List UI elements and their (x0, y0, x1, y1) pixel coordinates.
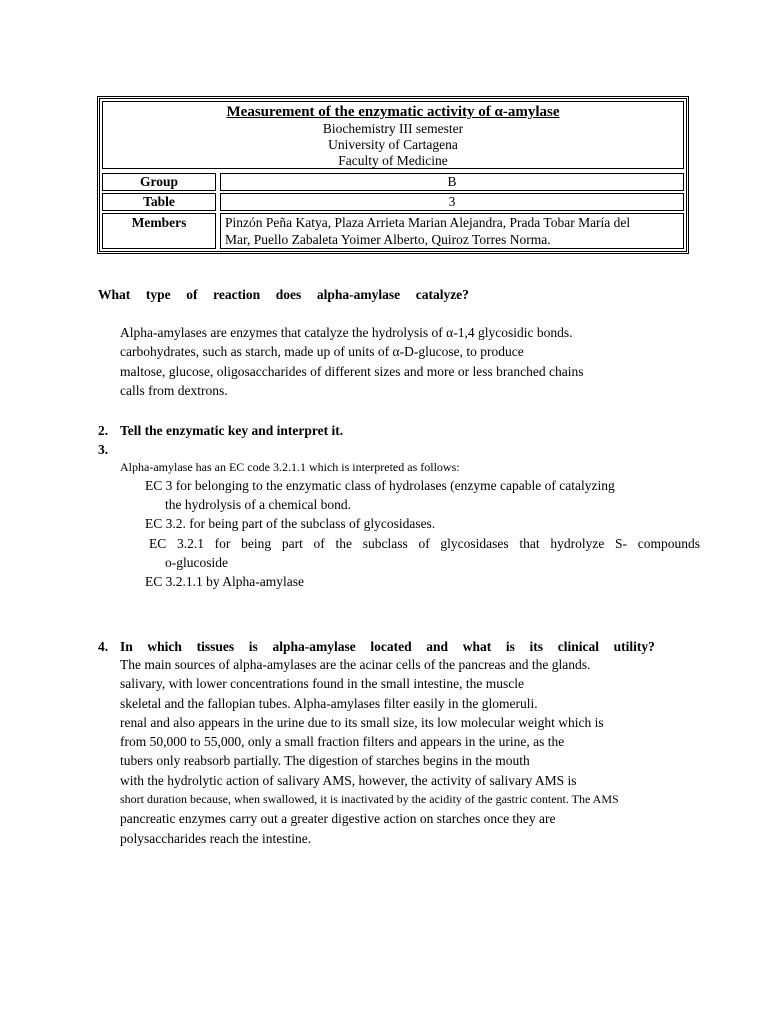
paragraph-line: from 50,000 to 55,000, only a small fraction filters and appears in the urine, as the (120, 734, 565, 750)
heading-word: type (145, 287, 171, 302)
bullet-continuation: o-glucoside (165, 555, 228, 570)
table-label: Table (102, 193, 216, 211)
heading-word: does (275, 287, 302, 302)
group-value: B (220, 173, 684, 191)
paragraph-line: calls from dextrons. (120, 382, 228, 398)
list-number: 4. (98, 639, 109, 654)
question-4-title (120, 637, 655, 656)
heading-word: alpha-amylase (316, 287, 401, 302)
heading-word: utility? (613, 639, 655, 654)
answer-1-paragraph (120, 323, 583, 400)
bullet-text: EC 3 for belonging to the enzymatic class of hydrolases (enzyme capable of catalyzing (145, 478, 615, 493)
question-2-heading (98, 421, 344, 440)
paragraph-line: salivary, with lower concentrations found in the small intestine, the muscle (120, 676, 525, 692)
paragraph-line: Alpha-amylases are enzymes that catalyze the hydrolysis of α-1,4 glycosidic bonds. (120, 325, 573, 340)
ec-intro: Alpha-amylase has an EC code 3.2.1.1 which is interpreted as follows: (120, 460, 460, 474)
document-title: Measurement of the enzymatic activity of α-amylase (226, 104, 560, 120)
heading-word: In (120, 639, 133, 654)
members-value (220, 213, 684, 249)
heading-word: its (529, 639, 544, 654)
paragraph-line: carbohydrates, such as starch, made up of units of α-D-glucose, to produce (120, 344, 524, 360)
paragraph-line: The main sources of alpha-amylases are the acinar cells of the pancreas and the glands. (120, 657, 591, 672)
heading-word: is (505, 639, 515, 654)
faculty-line: Faculty of Medicine (338, 153, 448, 168)
heading-word: located (370, 639, 412, 654)
course-line: Biochemistry III semester (322, 121, 464, 136)
members-label: Members (102, 213, 216, 249)
question-2-title: Tell the enzymatic key and interpret it. (120, 423, 344, 438)
bullet-item (145, 476, 615, 495)
paragraph-line: polysaccharides reach the intestine. (120, 830, 312, 846)
members-line: Mar, Puello Zabaleta Yoimer Alberto, Quiroz Torres Norma. (225, 232, 551, 247)
bullet-text: EC 3.2.1 for being part of the subclass of glycosidases that hydrolyze S- compounds (149, 536, 700, 551)
paragraph-line: renal and also appears in the urine due to its small size, its low molecular weight which is (120, 714, 604, 730)
bullet-text: EC 3.2.1.1 by Alpha-amylase (145, 574, 304, 589)
members-row (102, 213, 684, 249)
paragraph-line: with the hydrolytic action of salivary AMS, however, the activity of salivary AMS is (120, 772, 577, 788)
group-row (102, 173, 684, 191)
question-3-number: 3. (98, 442, 109, 457)
paragraph-line: tubers only reabsorb partially. The digestion of starches begins in the mouth (120, 753, 530, 769)
heading-word: reaction (213, 287, 261, 302)
question-1-heading (98, 285, 469, 304)
heading-word: clinical (557, 639, 599, 654)
group-label: Group (102, 173, 216, 191)
answer-4-paragraph (120, 655, 619, 848)
heading-word: which (147, 639, 182, 654)
bullet-item (145, 572, 304, 591)
university-line: University of Cartagena (328, 137, 458, 152)
list-number: 2. (98, 423, 109, 438)
heading-word: catalyze? (415, 287, 469, 302)
bullet-item (145, 514, 435, 533)
heading-word: of (186, 287, 198, 302)
heading-word: is (248, 639, 258, 654)
question-4-heading (98, 637, 655, 656)
header-table (97, 96, 689, 254)
heading-word: tissues (196, 639, 235, 654)
bullet-continuation: the hydrolysis of a chemical bond. (165, 497, 351, 512)
heading-word: and (426, 639, 449, 654)
bullet-item (145, 534, 700, 553)
paragraph-line: skeletal and the fallopian tubes. Alpha-amylases filter easily in the glomeruli. (120, 695, 538, 711)
table-value: 3 (220, 193, 684, 211)
bullet-text: EC 3.2. for being part of the subclass of glycosidases. (145, 516, 436, 531)
paragraph-line: short duration because, when swallowed, it is inactivated by the acidity of the gastric content. The AMS (120, 792, 619, 807)
heading-word: alpha-amylase (272, 639, 356, 654)
paragraph-line: maltose, glucose, oligosaccharides of different sizes and more or less branched chains (120, 363, 584, 379)
paragraph-line: pancreatic enzymes carry out a greater digestive action on starches once they are (120, 811, 556, 827)
members-line: Pinzón Peña Katya, Plaza Arrieta Marian Alejandra, Prada Tobar María del (225, 215, 631, 230)
header-title-cell (102, 101, 684, 169)
heading-word: what (462, 639, 492, 654)
heading-word: What (98, 287, 131, 302)
table-row (102, 193, 684, 211)
